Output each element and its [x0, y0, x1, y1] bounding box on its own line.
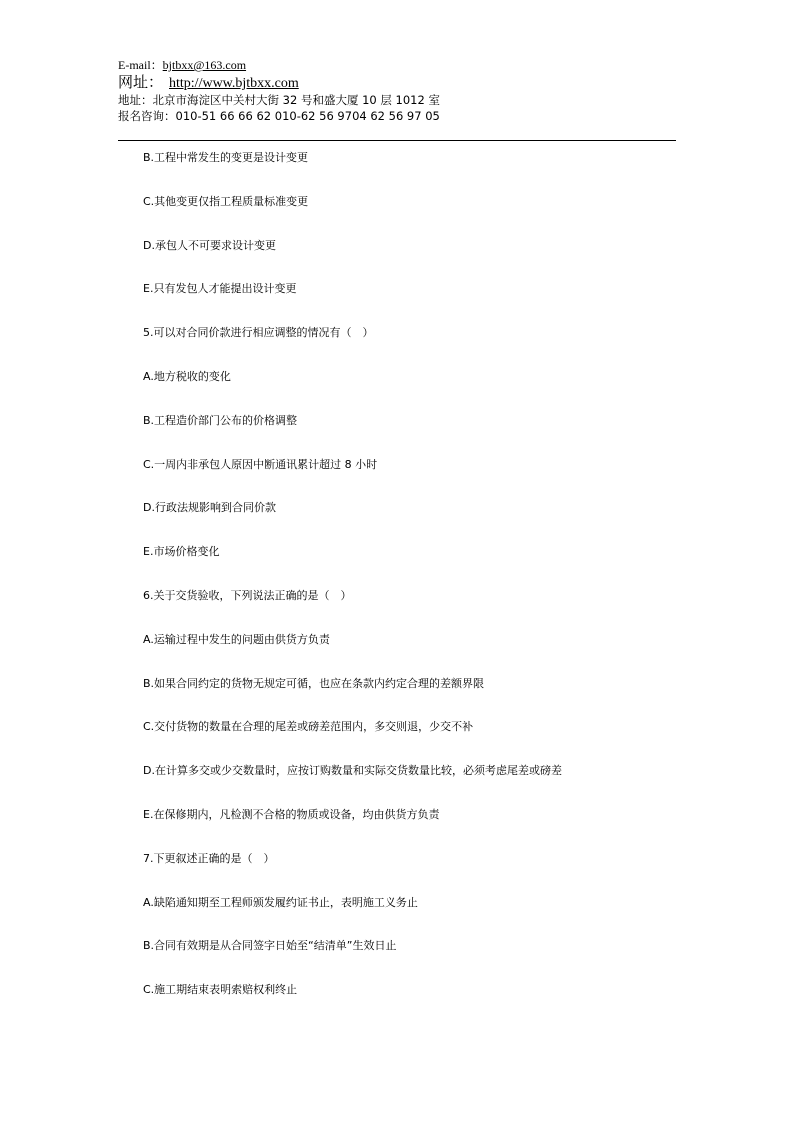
option-line: C.其他变更仅指工程质量标准变更 — [143, 194, 309, 208]
question-line: 7.下更叙述正确的是（ ） — [143, 851, 275, 865]
option-line: E.市场价格变化 — [143, 545, 220, 559]
email-link[interactable]: bjtbxx@163.com — [162, 58, 247, 72]
header-divider — [118, 140, 676, 141]
option-line: D.在计算多交或少交数量时，应按订购数量和实际交货数量比较，必须考虑尾差或磅差 — [143, 764, 562, 778]
option-line: D.行政法规影响到合同价款 — [143, 501, 276, 515]
question-line: 6.关于交货验收，下列说法正确的是（ ） — [143, 588, 352, 602]
option-line: A.缺陷通知期至工程师颁发履约证书止，表明施工义务止 — [143, 895, 418, 909]
option-line: B.工程造价部门公布的价格调整 — [143, 413, 298, 427]
option-line: B.工程中常发生的变更是设计变更 — [143, 151, 309, 164]
option-line: C.一周内非承包人原因中断通讯累计超过 8 小时 — [143, 457, 378, 471]
website-label: 网址： — [118, 73, 164, 91]
question-content — [143, 150, 703, 1026]
option-line: E.只有发包人才能提出设计变更 — [143, 282, 297, 296]
email-label: E-mail： — [118, 58, 163, 72]
phone-text: 报名咨询：010-51 66 66 62 010-62 56 9704 62 56 97 05 — [118, 109, 440, 123]
email-row — [118, 58, 678, 73]
question-line: 5.可以对合同价款进行相应调整的情况有（ ） — [143, 326, 374, 340]
option-line: A.运输过程中发生的问题由供货方负责 — [143, 632, 330, 646]
option-line: B.合同有效期是从合同签字日始至“结清单”生效日止 — [143, 939, 397, 953]
option-line: C.施工期结束表明索赔权利终止 — [143, 983, 298, 997]
option-line: B.如果合同约定的货物无规定可循，也应在条款内约定合理的差额界限 — [143, 676, 485, 690]
address-text: 地址：北京市海淀区中关村大街 32 号和盛大厦 10 层 1012 室 — [118, 93, 440, 107]
option-line: E.在保修期内，凡检测不合格的物质或设备，均由供货方负责 — [143, 807, 440, 821]
page-header — [118, 58, 678, 124]
website-link[interactable]: http://www.bjtbxx.com — [169, 76, 299, 91]
option-line: D.承包人不可要求设计变更 — [143, 238, 276, 252]
option-line: A.地方税收的变化 — [143, 369, 231, 383]
option-line: C.交付货物的数量在合理的尾差或磅差范围内，多交则退，少交不补 — [143, 720, 474, 734]
website-row — [118, 73, 678, 92]
